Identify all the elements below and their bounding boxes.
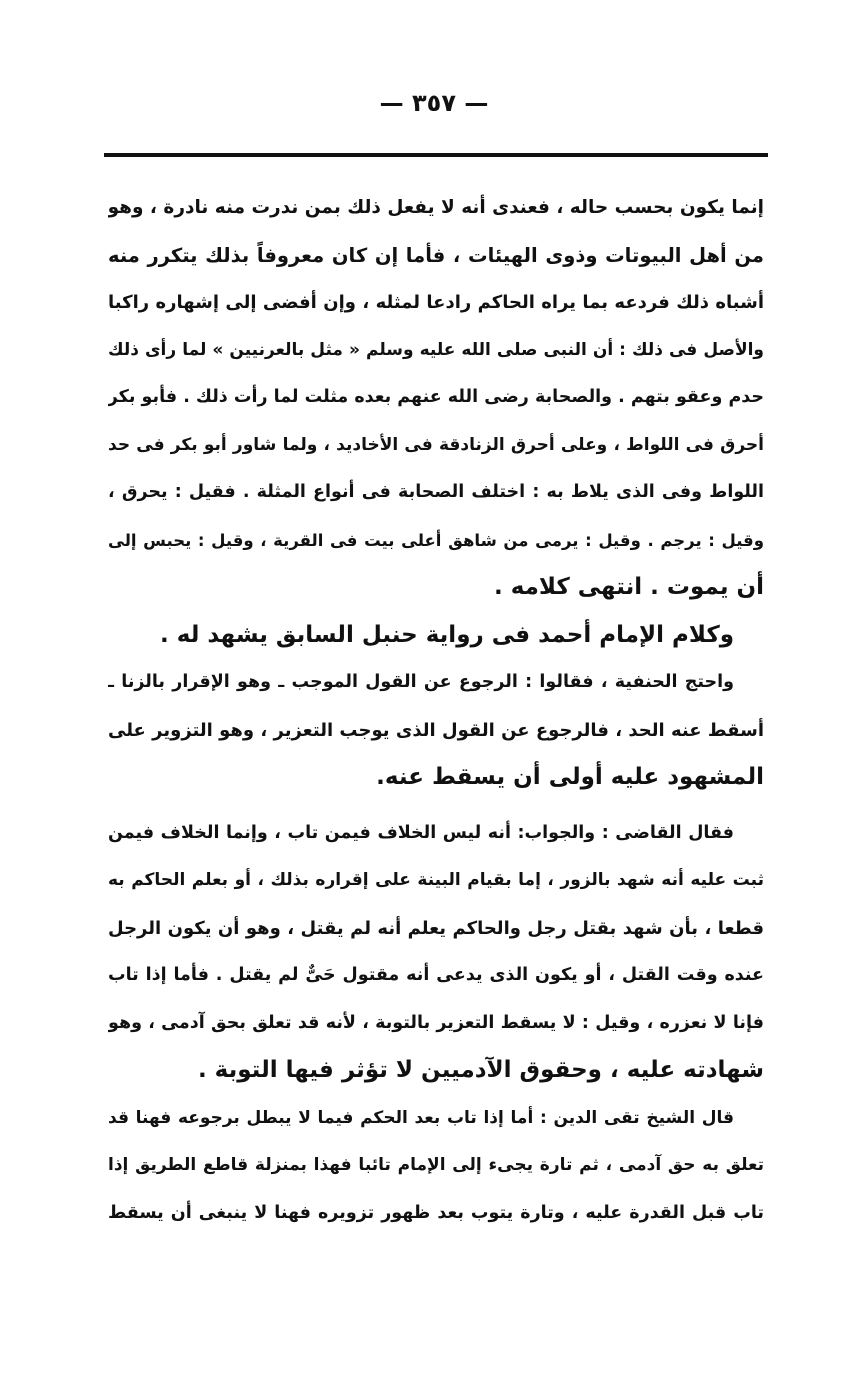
text-line: اللواط وفى الذى يلاط به : اختلف الصحابة فى أنواع المثلة . فقيل : يحرق ،	[108, 482, 764, 502]
text-line: والأصل فى ذلك : أن النبى صلى الله عليه وسلم « مثل بالعرنيين » لما رأى ذلك	[108, 339, 764, 360]
text-line: تعلق به حق آدمى ، ثم تارة يجىء إلى الإمام تائبا فهذا بمنزلة قاطع الطريق إذا	[108, 1155, 764, 1175]
paragraph-gap	[108, 802, 764, 810]
text-line: حدم وعقو بتهم . والصحابة رضى الله عنهم بعده مثلت لما رأت ذلك . فأبو بكر	[108, 387, 764, 407]
text-line: أحرق فى اللواط ، وعلى أحرق الزنادقة فى الأخاديد ، ولما شاور أبو بكر فى حد	[108, 434, 764, 455]
text-line: قطعا ، بأن شهد بقتل رجل والحاكم يعلم أنه لم يقتل ، وهو أن يكون الرجل	[108, 917, 764, 939]
text-line: عنده وقت القتل ، أو يكون الذى يدعى أنه مقتول حَىٌّ لم يقتل . فأما إذا تاب	[108, 965, 764, 985]
text-line: قال الشيخ تقى الدين : أما إذا تاب بعد الحكم فيما لا يبطل برجوعه فهنا قد	[108, 1107, 734, 1128]
paragraph	[108, 612, 764, 660]
text-line: وقيل : يرجم . وقيل : يرمى من شاهق أعلى بيت فى القرية ، وقيل : يحبس إلى	[108, 530, 764, 550]
page-number: — ٣٥٧ —	[379, 89, 489, 117]
paragraph	[108, 1095, 764, 1238]
text-line: فإنا لا نعزره ، وقيل : لا يسقط التعزير بالتوبة ، لأنه قد تعلق بحق آدمى ، وهو	[108, 1012, 764, 1033]
text-line: شهادته عليه ، وحقوق الآدميين لا تؤثر فيها التوبة .	[197, 1057, 764, 1083]
text-line: وكلام الإمام أحمد فى رواية حنبل السابق يشهد له .	[160, 621, 734, 648]
text-line: أشباه ذلك فردعه بما يراه الحاكم رادعا لمثله ، وإن أفضى إلى إشهاره راكبا	[108, 292, 764, 313]
text-line: واحتج الحنفية ، فقالوا : الرجوع عن القول الموجب ـ وهو الإقرار بالزنا ـ	[108, 672, 734, 692]
text-line: إنما يكون بحسب حاله ، فعندى أنه لا يفعل ذلك بمن ندرت منه نادرة ، وهو	[108, 197, 764, 218]
paragraph	[108, 810, 764, 1095]
text-line: أن يموت . انتهى كلامه .	[493, 574, 764, 600]
text-line: ثبت عليه أنه شهد بالزور ، إما بقيام البينة على إقراره بذلك ، أو بعلم الحاكم به	[108, 870, 764, 890]
paragraph	[108, 184, 764, 612]
text-line: أسقط عنه الحد ، فالرجوع عن القول الذى يوجب التعزير ، وهو التزوير على	[108, 719, 764, 741]
text-line: من أهل البيوتات وذوى الهيئات ، فأما إن كان معروفاً بذلك يتكرر منه	[108, 243, 764, 267]
text-line: المشهود عليه أولى أن يسقط عنه.	[376, 764, 764, 790]
header-rule	[104, 153, 768, 157]
text-line: تاب قبل القدرة عليه ، وتارة يتوب بعد ظهور تزويره فهنا لا ينبغى أن يسقط	[108, 1202, 764, 1223]
paragraph	[108, 659, 764, 802]
text-body	[108, 184, 764, 1237]
text-line: فقال القاضى : والجواب: أنه ليس الخلاف فيمن تاب ، وإنما الخلاف فيمن	[108, 822, 734, 843]
